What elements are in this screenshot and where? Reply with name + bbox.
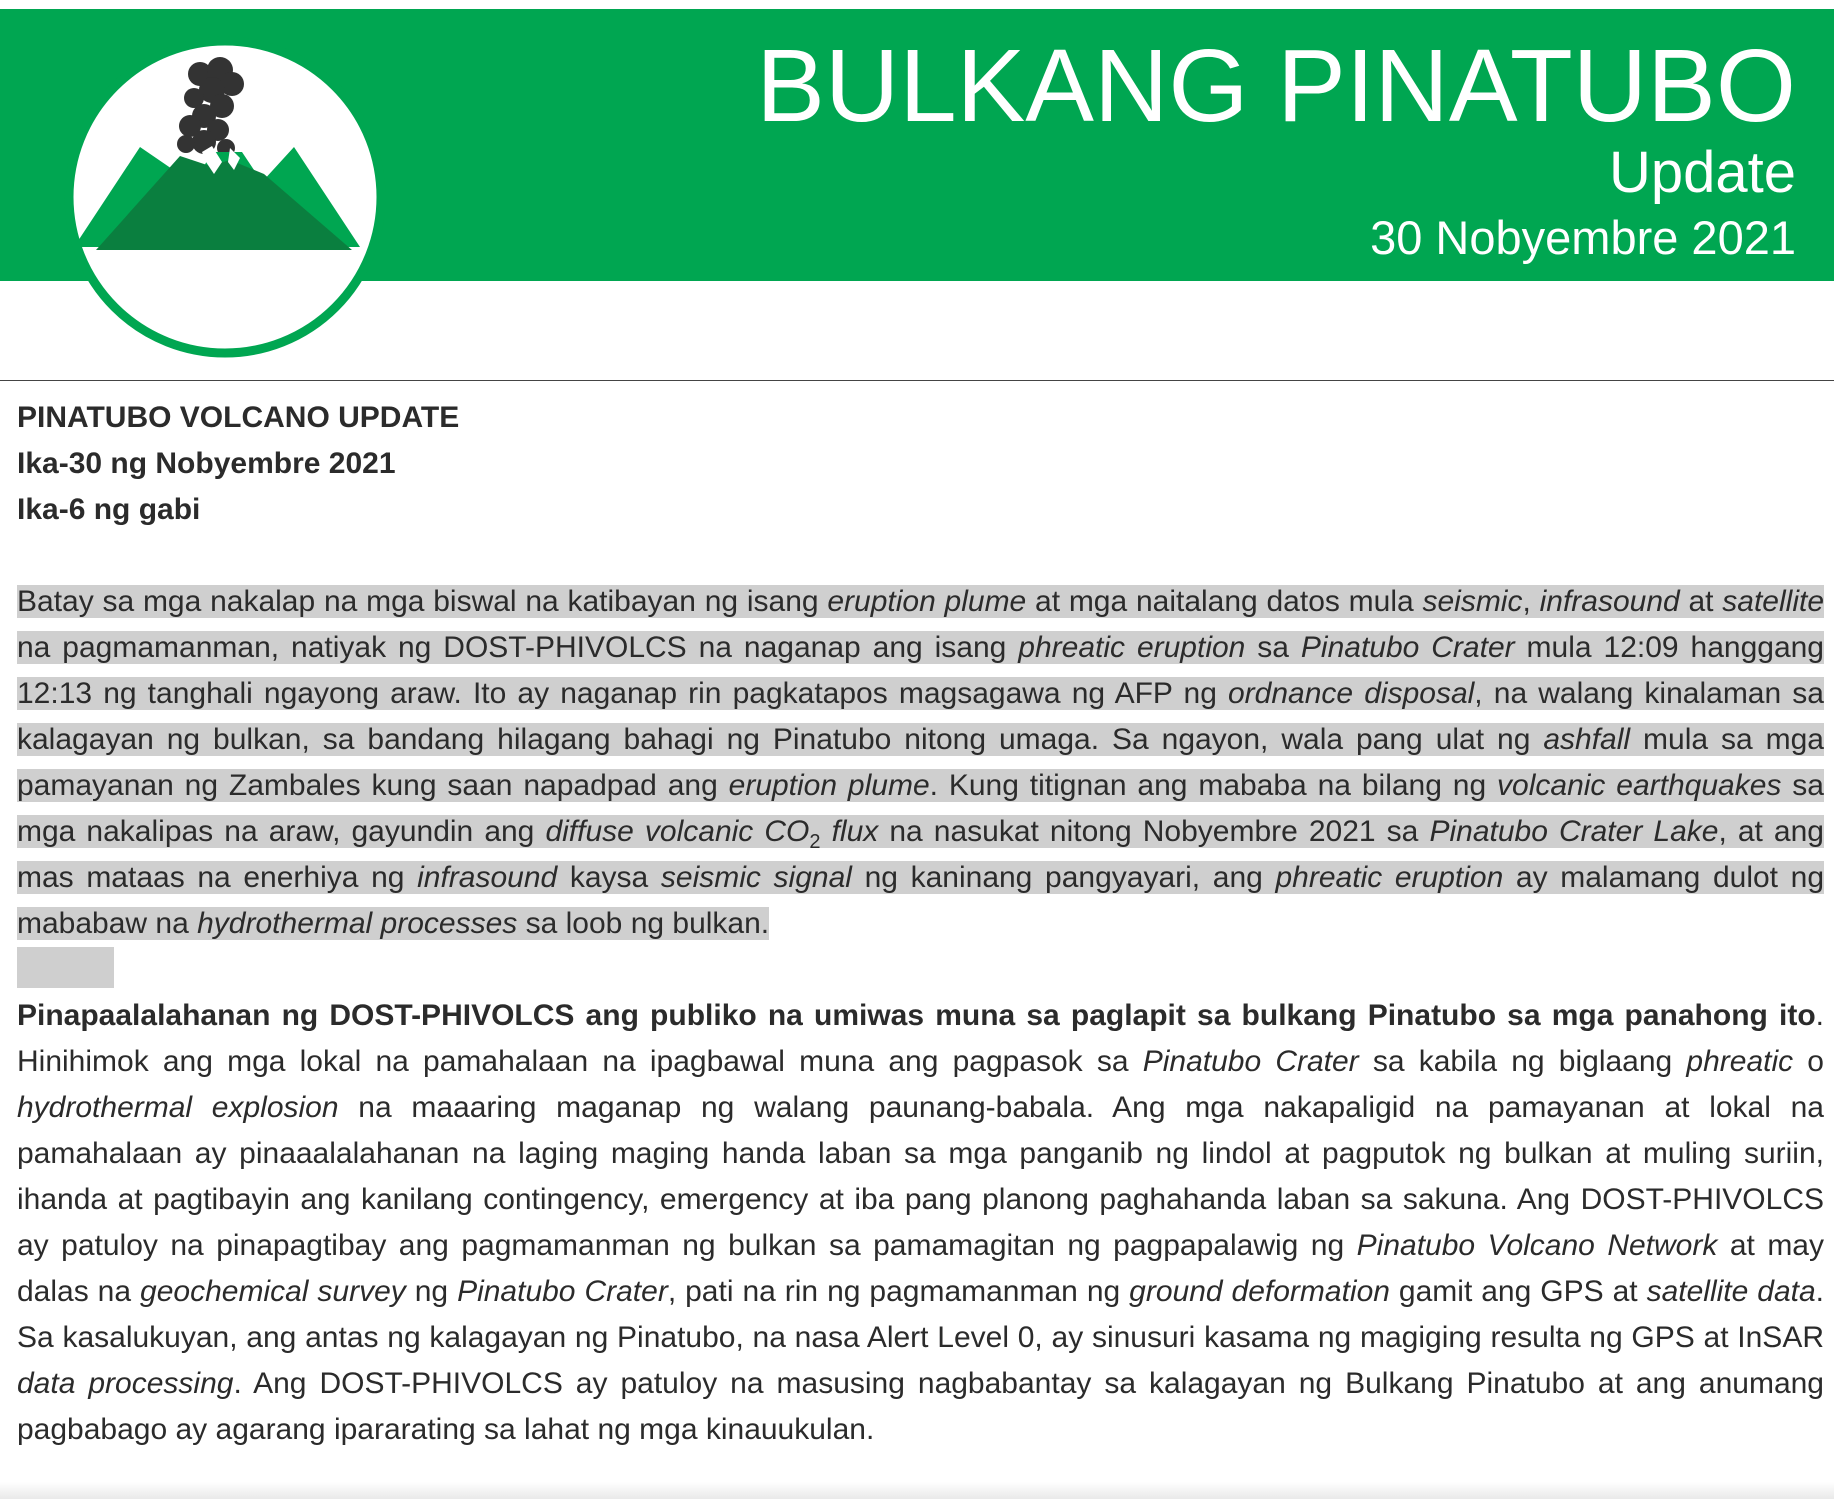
banner-subtitle: Update — [1608, 140, 1796, 205]
paragraph-eruption-summary — [17, 579, 1824, 947]
page-bottom-edge — [0, 1482, 1834, 1499]
bulletin-time: Ika-6 ng gabi — [17, 493, 201, 526]
paragraph-public-advisory: Pinapaalalahanan ng DOST-PHIVOLCS ang publiko na umiwas muna sa paglapit sa bulkang Pinatubo sa mga panahong ito. Hinihimok ang mga lokal na pamahalaan na ipagbawal muna ang pagpasok sa Pinatubo Crater sa kabila ng biglaang phreatic o hydrothermal explosion na maaaring maganap ng walang paunang-babala. Ang mga nakapaligid na pamayanan at lokal na pamahalaan ay pinaaalalahanan na laging maging handa laban sa mga panganib ng lindol at pagputok ng bulkan at muling suriin, ihanda at pagtibayin ang kanilang contingency, emergency at iba pang planong paghahanda laban sa sakuna. Ang DOST-PHIVOLCS ay patuloy na pinapagtibay ang pagmamanman ng bulkan sa pamamagitan ng pagpapalawig ng Pinatubo Volcano Network at may dalas na geochemical survey ng Pinatubo Crater, pati na rin ng pagmamanman ng ground deformation gamit ang GPS at satellite data. Sa kasalukuyan, ang antas ng kalagayan ng Pinatubo, na nasa Alert Level 0, ay sinusuri kasama ng magiging resulta ng GPS at InSAR data processing. Ang DOST-PHIVOLCS ay patuloy na masusing nagbabantay sa kalagayan ng Bulkang Pinatubo at ang anumang pagbabago ay agarang ipararating sa lahat ng mga kinauukulan. — [17, 999, 1824, 1446]
highlight-empty-line — [17, 947, 114, 988]
header-divider — [0, 380, 1834, 381]
bulletin-date: Ika-30 ng Nobyembre 2021 — [17, 447, 396, 480]
highlighted-text: Batay sa mga nakalap na mga biswal na katibayan ng isang eruption plume at mga naitalang datos mula seismic, infrasound at satellite na pagmamanman, natiyak ng DOST-PHIVOLCS na naganap ang isang phreatic eruption sa Pinatubo Crater mula 12:09 hanggang 12:13 ng tanghali ngayong araw. Ito ay naganap rin pagkatapos magsagawa ng AFP ng ordnance disposal, na walang kinalaman sa kalagayan ng bulkan, sa bandang hilagang bahagi ng Pinatubo nitong umaga. Sa ngayon, wala pang ulat ng ashfall mula sa mga pamayanan ng Zambales kung saan napadpad ang eruption plume. Kung titignan ang mababa na bilang ng volcanic earthquakes sa mga nakalipas na araw, gayundin ang diffuse volcanic $CO_2$ flux na nasukat nitong Nobyembre 2021 sa Pinatubo Crater Lake, at ang mas mataas na enerhiya ng infrasound kaysa seismic signal ng kaninang pangyayari, ang phreatic eruption ay malamang dulot ng mababaw na hydrothermal processes sa loob ng bulkan. — [17, 585, 1825, 940]
banner-date: 30 Nobyembre 2021 — [1370, 211, 1796, 264]
bulletin-body — [17, 395, 1824, 1453]
banner-title: BULKANG PINATUBO — [756, 28, 1796, 143]
bulletin-title: PINATUBO VOLCANO UPDATE — [17, 401, 460, 434]
bulletin-heading — [17, 395, 1824, 533]
volcano-logo-icon — [62, 34, 388, 360]
